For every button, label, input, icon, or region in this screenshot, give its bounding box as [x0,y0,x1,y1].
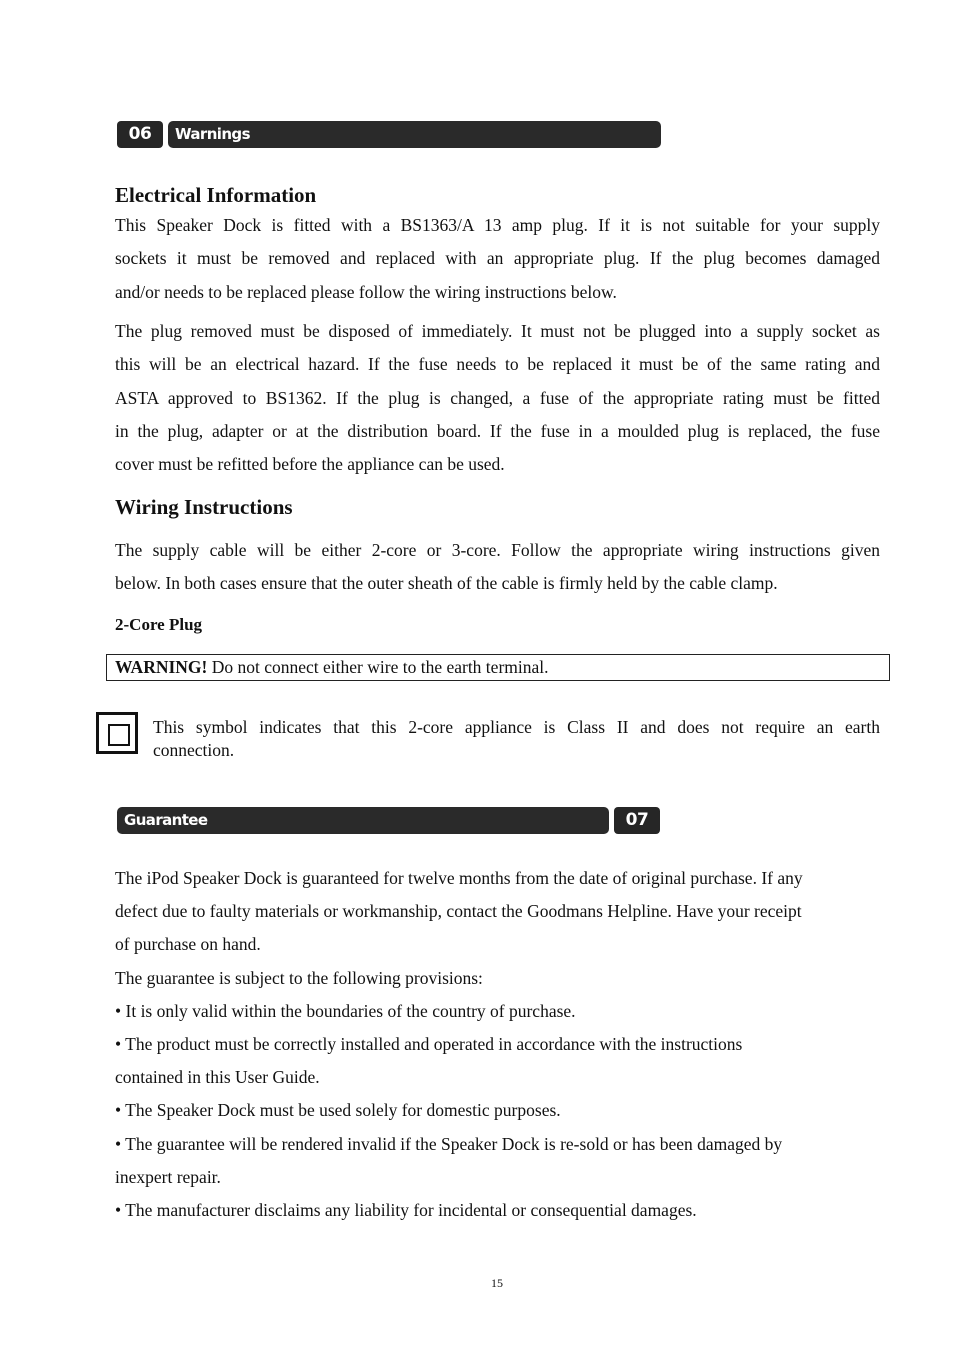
section-title-bar: Warnings [168,121,661,148]
earth-warning-box [106,654,890,681]
electrical-paragraph-2 [115,315,880,481]
text-line: This Speaker Dock is fitted with a BS1363/A 13 amp plug. If it is not suitable for your supply [115,215,880,235]
two-core-plug-subheading: 2-Core Plug [115,615,203,634]
list-item-continuation: inexpert repair. [115,1166,221,1187]
page-number: 15 [491,1276,503,1290]
wiring-paragraph [115,534,880,601]
section-number-badge: 07 [614,807,660,834]
list-item: • The manufacturer disclaims any liability for incidental or consequential damages. [115,1200,697,1221]
text-line: The plug removed must be disposed of immediately. It must not be plugged into a supply socket as [115,321,880,341]
section-title-bar: Guarantee [117,807,609,834]
text-line: cover must be refitted before the appliance can be used. [115,454,505,475]
text-line: below. In both cases ensure that the outer sheath of the cable is firmly held by the cable clamp. [115,573,778,594]
class-ii-description [153,716,880,761]
text-line: ASTA approved to BS1362. If the plug is changed, a fuse of the appropriate rating must be fitted [115,387,880,408]
text-line: The iPod Speaker Dock is guaranteed for twelve months from the date of original purchase. If any [115,868,803,888]
text-line: The guarantee is subject to the following provisions: [115,967,483,988]
guarantee-body [115,862,895,1227]
warning-label: WARNING! [115,657,208,677]
text-line: of purchase on hand. [115,934,261,955]
warning-text: Do not connect either wire to the earth terminal. [207,657,549,677]
text-line: defect due to faulty materials or workmanship, contact the Goodmans Helpline. Have your receipt [115,901,802,922]
class-ii-double-square-icon [96,712,138,754]
list-item: • It is only valid within the boundaries of the country of purchase. [115,1000,576,1021]
text-line: sockets it must be removed and replaced with an appropriate plug. If the plug becomes damaged [115,248,880,269]
text-line: in the plug, adapter or at the distribution board. If the fuse in a moulded plug is replaced, the fuse [115,420,880,441]
list-item: • The Speaker Dock must be used solely for domestic purposes. [115,1100,561,1121]
list-item: • The guarantee will be rendered invalid if the Speaker Dock is re-sold or has been damaged by [115,1133,783,1154]
electrical-paragraph-1 [115,209,880,309]
list-item: • The product must be correctly installed and operated in accordance with the instructions [115,1034,743,1055]
wiring-heading: Wiring Instructions [115,495,293,519]
text-line: this will be an electrical hazard. If the fuse needs to be replaced it must be of the same rating and [115,354,880,375]
class-ii-inner-square [108,724,130,746]
electrical-heading: Electrical Information [115,183,317,207]
list-item-continuation: contained in this User Guide. [115,1067,320,1088]
section-number-badge: 06 [117,121,163,148]
text-line: connection. [153,739,235,760]
text-line: The supply cable will be either 2-core or 3-core. Follow the appropriate wiring instructions given [115,540,880,560]
text-line: and/or needs to be replaced please follow the wiring instructions below. [115,281,617,302]
text-line: This symbol indicates that this 2-core appliance is Class II and does not require an earth [153,717,880,737]
